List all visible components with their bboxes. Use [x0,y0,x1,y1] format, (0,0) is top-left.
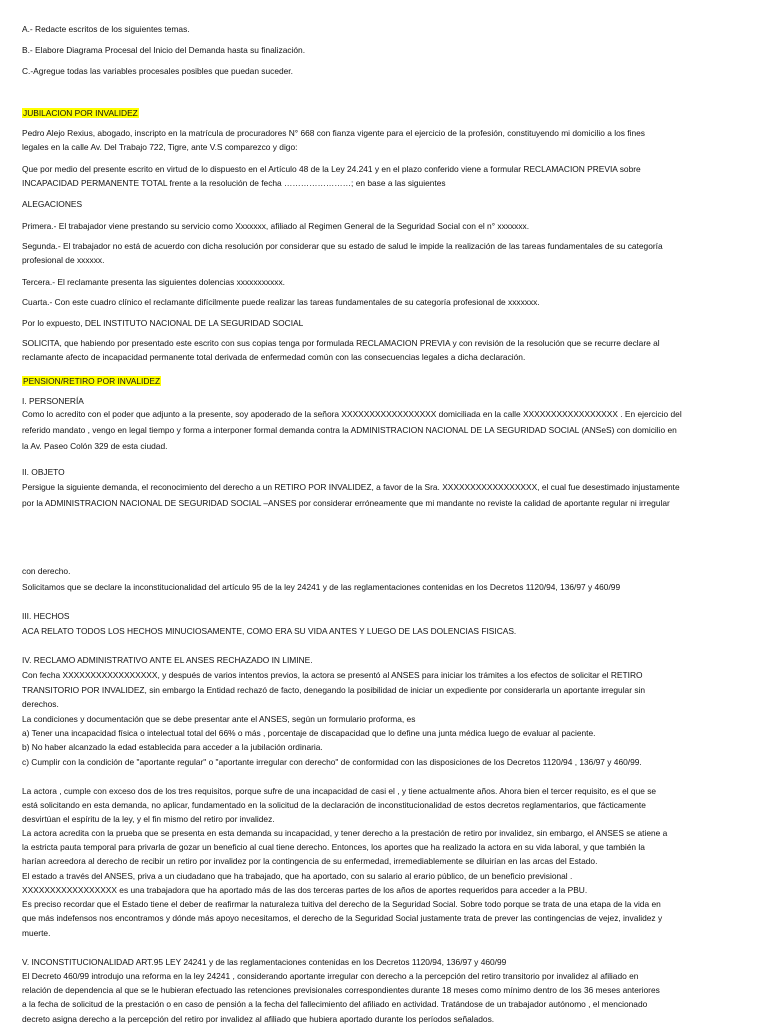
paragraph-line: que más indefensos nos encontramos y dónde más apoyo necesitamos, el derecho de la Seguridad Social justamente trata de prever las contingencias de vejez, invalidez y [22,913,663,923]
paragraph-line: por la ADMINISTRACION NACIONAL DE SEGURIDAD SOCIAL –ANSES por considerar erróneamente que mi mandante no reviste la calidad de aportante regular ni irregular [22,498,670,508]
paragraph-line: La condiciones y documentación que se debe presentar ante el ANSES, según un formulario proforma, es [22,714,416,724]
instruction-c: C.-Agregue todas las variables procesales posibles que puedan suceder. [22,66,293,76]
paragraph-line: INCAPACIDAD PERMANENTE TOTAL frente a la resolución de fecha ……………………; en base a las siguientes [22,178,446,188]
paragraph-line: profesional de xxxxxx. [22,255,105,265]
paragraph-line: reclamante afecto de incapacidad permanente total derivada de enfermedad común con las consecuencias legales a dicha declaración. [22,352,526,362]
paragraph-line: Persigue la siguiente demanda, el reconocimiento del derecho a un RETIRO POR INVALIDEZ, a favor de la Sra. XXXXXXXXXXXXXXXXX, el cual fue desestimado injustamente [22,482,680,492]
section1-heading: JUBILACION POR INVALIDEZ [23,108,138,118]
paragraph-line: Con fecha XXXXXXXXXXXXXXXXX, y después de varios intentos previos, la actora se presentó al ANSES para iniciar los trámites a los efectos de solicitar el RETIRO [22,670,643,680]
paragraph-line: La actora , cumple con exceso dos de los tres requisitos, porque sufre de una incapacidad de casi el , y tiene actualmente años. Ahora bien el tercer requisito, es el que se [22,786,657,796]
paragraph-line: SOLICITA, que habiendo por presentado este escrito con sus copias tenga por formulada RECLAMACION PREVIA y con revisión de la resolución que se recurre declare al [22,338,660,348]
paragraph-line: Primera.- El trabajador viene prestando su servicio como Xxxxxxx, afiliado al Regimen General de la Seguridad Social con el n° xxxxxxx. [22,221,530,231]
paragraph-line: derechos. [22,699,59,709]
paragraph-line: Solicitamos que se declare la inconstitucionalidad del artículo 95 de la ley 24241 y de las reglamentaciones contenidas en los Decretos 1120/94, 136/97 y 460/99 [22,582,621,592]
paragraph-line: Segunda.- El trabajador no está de acuerdo con dicha resolución por considerar que su estado de salud le impide la realización de las tareas fundamentales de su categoría [22,241,663,251]
paragraph-line: muerte. [22,928,51,938]
section2-heading: PENSION/RETIRO POR INVALIDEZ [23,376,161,386]
inconstitucionalidad-heading: V. INCONSTITUCIONALIDAD ART.95 LEY 24241 y de las reglamentaciones contenidas en los Decretos 1120/94, 136/97 y 460/99 [22,957,507,967]
paragraph-line: relación de dependencia al que se le hubieran efectuado las retenciones previsionales correspondientes durante 18 meses como mínimo dentro de los 36 meses anteriores [22,985,660,995]
paragraph-line: El Decreto 460/99 introdujo una reforma en la ley 24241 , considerando aportante irregular con derecho a la percepción del retiro transitorio por invalidez al afiliado en [22,971,639,981]
paragraph-line: Es preciso recordar que el Estado tiene el deber de reafirmar la naturaleza tuitiva del derecho de la Seguridad Social. Sobre todo porque se trata de una etapa de la vida en [22,899,661,909]
paragraph-line: Como lo acredito con el poder que adjunto a la presente, soy apoderado de la señora XXXXXXXXXXXXXXXXX domiciliada en la calle XXXXXXXXXXXXXXXXX . En ejercicio del [22,409,682,419]
paragraph-line: La actora acredita con la prueba que se presenta en esta demanda su incapacidad, y tener derecho a la prestación de retiro por invalidez, sin embargo, el ANSES se atiene a [22,828,668,838]
objeto-heading: II. OBJETO [22,467,65,477]
hechos-heading: III. HECHOS [22,611,70,621]
paragraph-line: la estricta pauta temporal para privarla de gozar un beneficio al cual tiene derecho. Entonces, los aportes que ha realizado la actora en su vida laboral, y que también la [22,842,645,852]
reclamo-heading: IV. RECLAMO ADMINISTRATIVO ANTE EL ANSES RECHAZADO IN LIMINE. [22,655,313,665]
paragraph-line: Por lo expuesto, DEL INSTITUTO NACIONAL DE LA SEGURIDAD SOCIAL [22,318,304,328]
paragraph-line: XXXXXXXXXXXXXXXXX es una trabajadora que ha aportado más de las dos terceras partes de los años de aportes requeridos para acceder a la PBU. [22,885,588,895]
list-item: c) Cumplir con la condición de "aportante regular" o "aportante irregular con derecho" de conformidad con las disposiciones de los Decretos 1120/94 , 136/97 y 460/99. [22,757,642,767]
instruction-a: A.- Redacte escritos de los siguientes temas. [22,24,190,34]
paragraph-line: TRANSITORIO POR INVALIDEZ, sin embargo la Entidad rechazó de facto, denegando la posibilidad de iniciar un expediente por considerarla un aportante irregular sin [22,685,646,695]
paragraph-line: la Av. Paseo Colón 329 de esta ciudad. [22,441,168,451]
paragraph-line: ACA RELATO TODOS LOS HECHOS MINUCIOSAMENTE, COMO ERA SU VIDA ANTES Y LUEGO DE LAS DOLENCIAS FISICAS. [22,626,517,636]
paragraph-line: Tercera.- El reclamante presenta las siguientes dolencias xxxxxxxxxxx. [22,277,285,287]
paragraph-line: legales en la calle Av. Del Trabajo 722, Tigre, ante V.S comparezco y digo: [22,142,298,152]
paragraph-line: Pedro Alejo Rexius, abogado, inscripto en la matrícula de procuradores N° 668 con fianza vigente para el ejercicio de la profesión, constituyendo mi domicilio a los fines [22,128,645,138]
personeria-heading: I. PERSONERÍA [22,396,84,406]
instruction-b: B.- Elabore Diagrama Procesal del Inicio del Demanda hasta su finalización. [22,45,306,55]
paragraph-line: Cuarta.- Con este cuadro clínico el reclamante difícilmente puede realizar las tareas fundamentales de su categoría profesional de xxxxxxx. [22,297,540,307]
paragraph-line: Que por medio del presente escrito en virtud de lo dispuesto en el Artículo 48 de la Ley 24.241 y en el plazo conferido viene a formular RECLAMACION PREVIA sobre [22,164,641,174]
paragraph-line: harían acreedora al derecho de recibir un retiro por invalidez por la contingencia de su enfermedad, irremediablemente se diluirían en las arcas del Estado. [22,856,598,866]
paragraph-line: desvirtúan el espíritu de la ley, y el fin mismo del retiro por invalidez. [22,814,275,824]
paragraph-line: a la fecha de solicitud de la prestación o en caso de pensión a la fecha del fallecimiento del afiliado en actividad. Tratándose de un trabajador autónomo , el mencionado [22,999,648,1009]
paragraph-line: referido mandato , vengo en legal tiempo y forma a interponer formal demanda contra la ADMINISTRACION NACIONAL DE LA SEGURIDAD SOCIAL (ANSeS) con domicilio en [22,425,677,435]
alegaciones-heading: ALEGACIONES [22,199,83,209]
list-item: b) No haber alcanzado la edad establecida para acceder a la jubilación ordinaria. [22,742,323,752]
paragraph-line: El estado a través del ANSES, priva a un ciudadano que ha trabajado, que ha aportado, con su salario al erario público, de un beneficio previsional . [22,871,573,881]
paragraph-line: decreto asigna derecho a la percepción del retiro por invalidez al afiliado que hubiera aportado durante los períodos señalados. [22,1014,495,1024]
paragraph-line: con derecho. [22,566,71,576]
list-item: a) Tener una incapacidad física o intelectual total del 66% o más , porcentaje de discapacidad que lo define una junta médica luego de evaluar al paciente. [22,728,596,738]
paragraph-line: está solicitando en esta demanda, no aplicar, fundamentado en la solicitud de la declaración de inconstitucionalidad de estos decretos reglamentarios, que fácticamente [22,800,646,810]
